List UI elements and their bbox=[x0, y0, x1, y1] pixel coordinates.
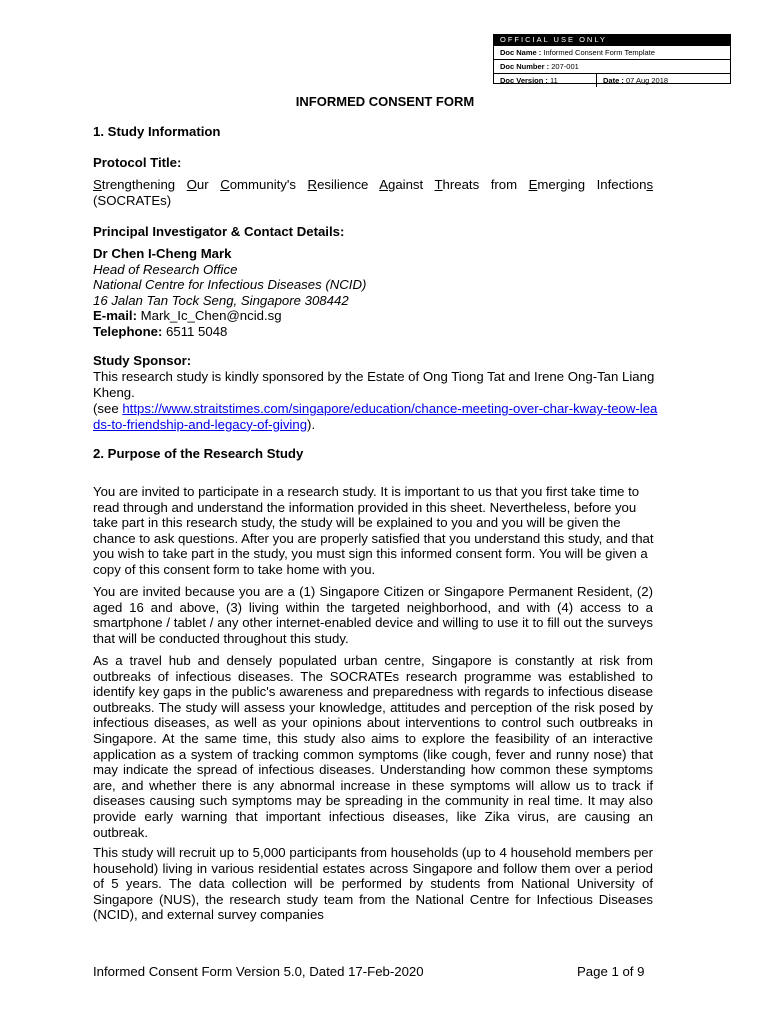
protocol-word: gainst bbox=[387, 177, 435, 192]
protocol-initial: R bbox=[307, 177, 318, 192]
doc-name-value: Informed Consent Form Template bbox=[543, 48, 655, 57]
date-label: Date : bbox=[603, 76, 624, 85]
doc-version-cell bbox=[494, 74, 597, 87]
sponsor-close: ). bbox=[307, 416, 316, 432]
protocol-word: hreats from bbox=[442, 177, 529, 192]
sponsor-label: Study Sponsor: bbox=[93, 353, 192, 368]
sponsor-reference bbox=[93, 401, 658, 432]
purpose-paragraph-3: As a travel hub and densely populated urban centre, Singapore is constantly at risk from outbreaks of infectious diseases. The SOCRATEs research programme was established to identify key gaps in the public's awareness and preparedness with regards to infectious disease outbreaks. The study will assess your knowledge, attitudes and perception of the risk posed by infectious diseases, as well as your opinions about interventions to control such outbreaks in Singapore. At the same time, this study also aims to explore the feasibility of an interactive application as a system of tracking common symptoms (like cough, fever and runny nose) that may indicate the spread of infectious diseases. Understanding how common these symptoms are, and whether there is any abnormal increase in these symptoms will allow us to track if diseases causing such symptoms may be spreading in the community in real time. It may also provide early warning that important infectious diseases, like Zika virus, are causing an outbreak. bbox=[93, 653, 653, 840]
protocol-title-label: Protocol Title: bbox=[93, 155, 182, 170]
official-use-box bbox=[493, 34, 731, 84]
protocol-initial: O bbox=[186, 177, 197, 192]
purpose-paragraph-1: You are invited to participate in a research study. It is important to us that you first take time to read through and understand the information provided in this sheet. Nevertheless, before you take part in this research study, the study will be explained to you and you will be given the chance to ask questions. After you are properly satisfied that you understand this study, and that you wish to take part in the study, you must sign this informed consent form. You will be given a copy of this consent form to take home with you. bbox=[93, 484, 654, 577]
footer-page-number: Page 1 of 9 bbox=[577, 964, 645, 979]
doc-name-label: Doc Name : bbox=[500, 48, 542, 57]
protocol-word: ur bbox=[196, 177, 221, 192]
doc-number-row bbox=[494, 59, 730, 73]
footer-version: Informed Consent Form Version 5.0, Dated 17-Feb-2020 bbox=[93, 964, 424, 979]
sponsor-link[interactable]: https://www.straitstimes.com/singapore/education/chance-meeting-over-char-kway-teow-leads-to-friendship-and-legacy-of-giving bbox=[93, 401, 658, 432]
protocol-title-line2: (SOCRATEs) bbox=[93, 193, 172, 208]
doc-number-label: Doc Number : bbox=[500, 62, 550, 71]
phone-label: Telephone: bbox=[93, 323, 163, 339]
section-1-heading: 1. Study Information bbox=[93, 124, 221, 139]
protocol-initial: A bbox=[379, 177, 388, 192]
date-cell bbox=[597, 74, 668, 87]
protocol-word: trengthening bbox=[101, 177, 187, 192]
phone-value: 6511 5048 bbox=[166, 323, 228, 339]
sponsor-see: (see bbox=[93, 401, 123, 416]
doc-version-value: 11 bbox=[550, 76, 558, 85]
pi-contact-label: Principal Investigator & Contact Details: bbox=[93, 224, 345, 239]
pi-organisation: National Centre for Infectious Diseases (NCID) bbox=[93, 277, 367, 293]
purpose-paragraph-4: This study will recruit up to 5,000 participants from households (up to 4 household members per household) living in various residential estates across Singapore and follow them over a period of 5 years. The data collection will be performed by students from National University of Singapore (NUS), the research study team from the National Centre for Infectious Diseases (NCID), and external survey companies bbox=[93, 845, 653, 923]
email-label: E-mail: bbox=[93, 308, 137, 324]
pi-name: Dr Chen I-Cheng Mark bbox=[93, 246, 232, 261]
pi-block bbox=[93, 246, 653, 340]
protocol-initial: S bbox=[93, 177, 102, 192]
section-2-heading: 2. Purpose of the Research Study bbox=[93, 446, 304, 461]
doc-version-row bbox=[494, 73, 730, 87]
pi-phone-line bbox=[93, 324, 653, 340]
email-value: Mark_Ic_Chen@ncid.sg bbox=[140, 308, 282, 324]
protocol-word: merging Infection bbox=[537, 177, 647, 192]
protocol-initial: T bbox=[434, 177, 443, 192]
pi-role: Head of Research Office bbox=[93, 261, 238, 277]
doc-name-row bbox=[494, 45, 730, 59]
protocol-title-line1 bbox=[93, 177, 653, 193]
pi-email-line bbox=[93, 308, 653, 324]
protocol-final: s bbox=[646, 177, 654, 192]
protocol-initial: E bbox=[528, 177, 538, 192]
purpose-paragraph-2: You are invited because you are a (1) Singapore Citizen or Singapore Permanent Resident, (2) aged 16 and above, (3) living within the targeted neighborhood, and with (4) access to a smartphone / tablet / any other internet-enabled device and willing to use it to fill out the surveys that will be conducted throughout this study. bbox=[93, 584, 653, 646]
page-title: INFORMED CONSENT FORM bbox=[295, 94, 475, 109]
protocol-word: ommunity's bbox=[229, 177, 308, 192]
date-value: 07 Aug 2018 bbox=[625, 76, 669, 85]
official-use-band: OFFICIAL USE ONLY bbox=[494, 35, 730, 45]
doc-number-value: 207-001 bbox=[551, 62, 579, 71]
doc-version-label: Doc Version : bbox=[500, 76, 548, 85]
sponsor-text: This research study is kindly sponsored by the Estate of Ong Tiong Tat and Irene Ong-Tan Liang Kheng. bbox=[93, 369, 655, 400]
protocol-initial: C bbox=[220, 177, 230, 192]
protocol-word: esilience bbox=[317, 177, 380, 192]
pi-address: 16 Jalan Tan Tock Seng, Singapore 308442 bbox=[93, 292, 349, 308]
